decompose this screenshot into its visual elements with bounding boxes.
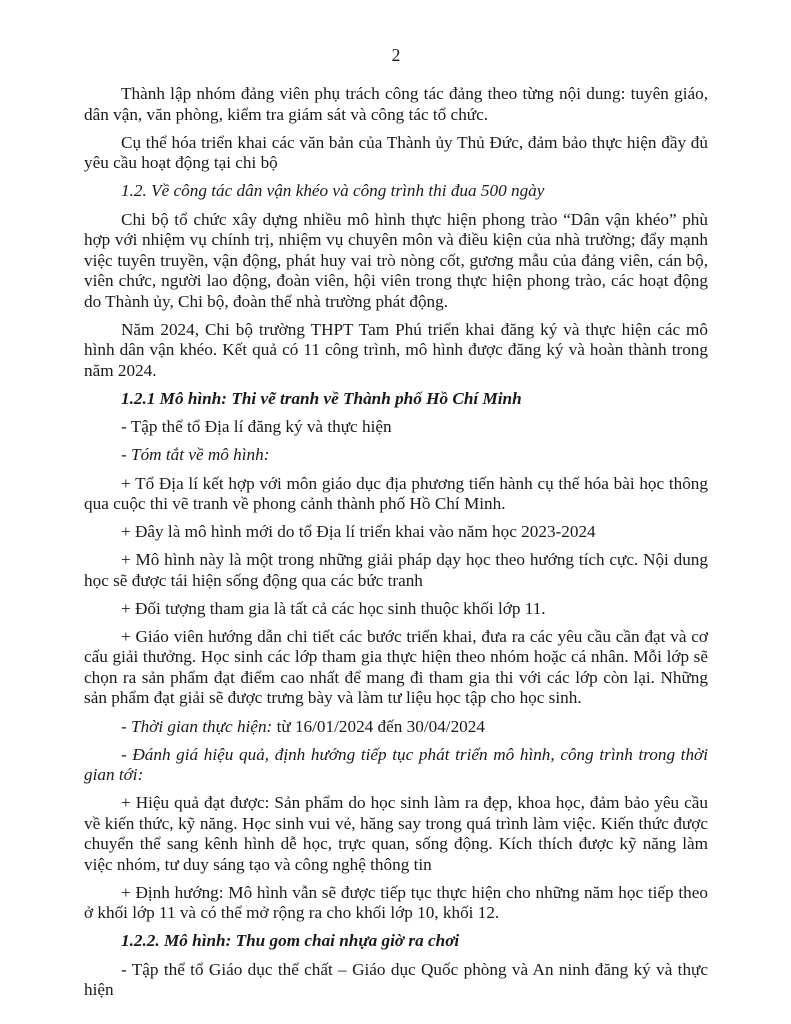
paragraph-pe-team: - Tập thể tổ Giáo dục thể chất – Giáo dục Quốc phòng và An ninh đăng ký và thực hiện [84, 959, 708, 1000]
paragraph-bullet-effectiveness: + Hiệu quả đạt được: Sản phẩm do học sinh làm ra đẹp, khoa học, đảm bảo yêu cầu về kiến thức, kỹ năng. Học sinh vui vẻ, hăng say trong quá trình làm việc. Kiến thức được chuyển thể sang kênh hình dễ học, trực quan, sống động. Kích thích được kỹ năng làm việc nhóm, tư duy sáng tạo và công nghệ thông tin [84, 793, 708, 874]
document-body [84, 84, 708, 1009]
section-heading-1-2: 1.2. Về công tác dân vận khéo và công trình thi đua 500 ngày [121, 181, 545, 201]
paragraph-geography-team: - Tập thể tổ Địa lí đăng ký và thực hiện [121, 417, 392, 437]
timeframe-value: từ 16/01/2024 đến 30/04/2024 [272, 716, 485, 736]
paragraph-bullet-active-teaching: + Mô hình này là một trong những giải pháp dạy học theo hướng tích cực. Nội dung học sẽ được tái hiện sống động qua các bức tranh [84, 550, 708, 590]
section-heading-1-2-2: 1.2.2. Mô hình: Thu gom chai nhựa giờ ra chơi [121, 931, 460, 951]
section-heading-1-2-1: 1.2.1 Mô hình: Thi vẽ tranh về Thành phố Hồ Chí Minh [121, 388, 522, 408]
paragraph-party-groups: Thành lập nhóm đảng viên phụ trách công tác đảng theo từng nội dung: tuyên giáo, dân vận, văn phòng, kiểm tra giám sát và công tác tổ chức. [84, 84, 708, 124]
paragraph-bullet-new-model: + Đây là mô hình mới do tổ Địa lí triển khai vào năm học 2023-2024 [121, 522, 596, 542]
timeframe-label: - Thời gian thực hiện: [121, 716, 273, 736]
paragraph-bullet-combine: + Tổ Địa lí kết hợp với môn giáo dục địa phương tiến hành cụ thể hóa bài học thông qua cuộc thi vẽ tranh về phong cảnh thành phố Hồ Chí Minh. [84, 473, 708, 514]
paragraph-timeframe [84, 717, 708, 738]
paragraph-bullet-direction: + Định hướng: Mô hình vẫn sẽ được tiếp tục thực hiện cho những năm học tiếp theo ở khối lớp 11 và có thể mở rộng ra cho khối lớp 10, khối 12. [84, 882, 708, 923]
paragraph-implement-documents: Cụ thể hóa triển khai các văn bản của Thành ủy Thủ Đức, đảm bảo thực hiện đầy đủ yêu cầu hoạt động tại chi bộ [84, 132, 708, 173]
paragraph-bullet-participants: + Đối tượng tham gia là tất cả các học sinh thuộc khối lớp 11. [121, 598, 546, 618]
paragraph-2024-results: Năm 2024, Chi bộ trường THPT Tam Phú triển khai đăng ký và thực hiện các mô hình dân vận khéo. Kết quả có 11 công trình, mô hình được đăng ký và hoàn thành trong năm 2024. [84, 319, 708, 380]
paragraph-evaluation-label: - Đánh giá hiệu quả, định hướng tiếp tục phát triển mô hình, công trình trong thời gian tới: [84, 744, 708, 785]
paragraph-bullet-teacher-guidance: + Giáo viên hướng dẫn chi tiết các bước triển khai, đưa ra các yêu cầu cần đạt và cơ cấu giải thưởng. Học sinh các lớp tham gia thực hiện theo nhóm hoặc cá nhân. Mỗi lớp sẽ chọn ra sản phẩm đạt điểm cao nhất để mang đi tham gia thi với các lớp còn lại. Những sản phẩm đạt giải sẽ được trưng bày và làm tư liệu học tập cho học sinh. [84, 626, 708, 708]
paragraph-dan-van-kheo: Chi bộ tổ chức xây dựng nhiều mô hình thực hiện phong trào “Dân vận khéo” phù hợp với nhiệm vụ chính trị, nhiệm vụ chuyên môn và điều kiện của nhà trường; đẩy mạnh việc tuyên truyền, vận động, phát huy vai trò nòng cốt, gương mẫu của đảng viên, cán bộ, viên chức, người lao động, đoàn viên, hội viên trong thực hiện phong trào, các hoạt động do Thành ủy, Chi bộ, đoàn thể nhà trường phát động. [84, 209, 708, 311]
paragraph-summary-label: - Tóm tắt về mô hình: [121, 445, 270, 465]
page-number: 2 [391, 45, 401, 65]
